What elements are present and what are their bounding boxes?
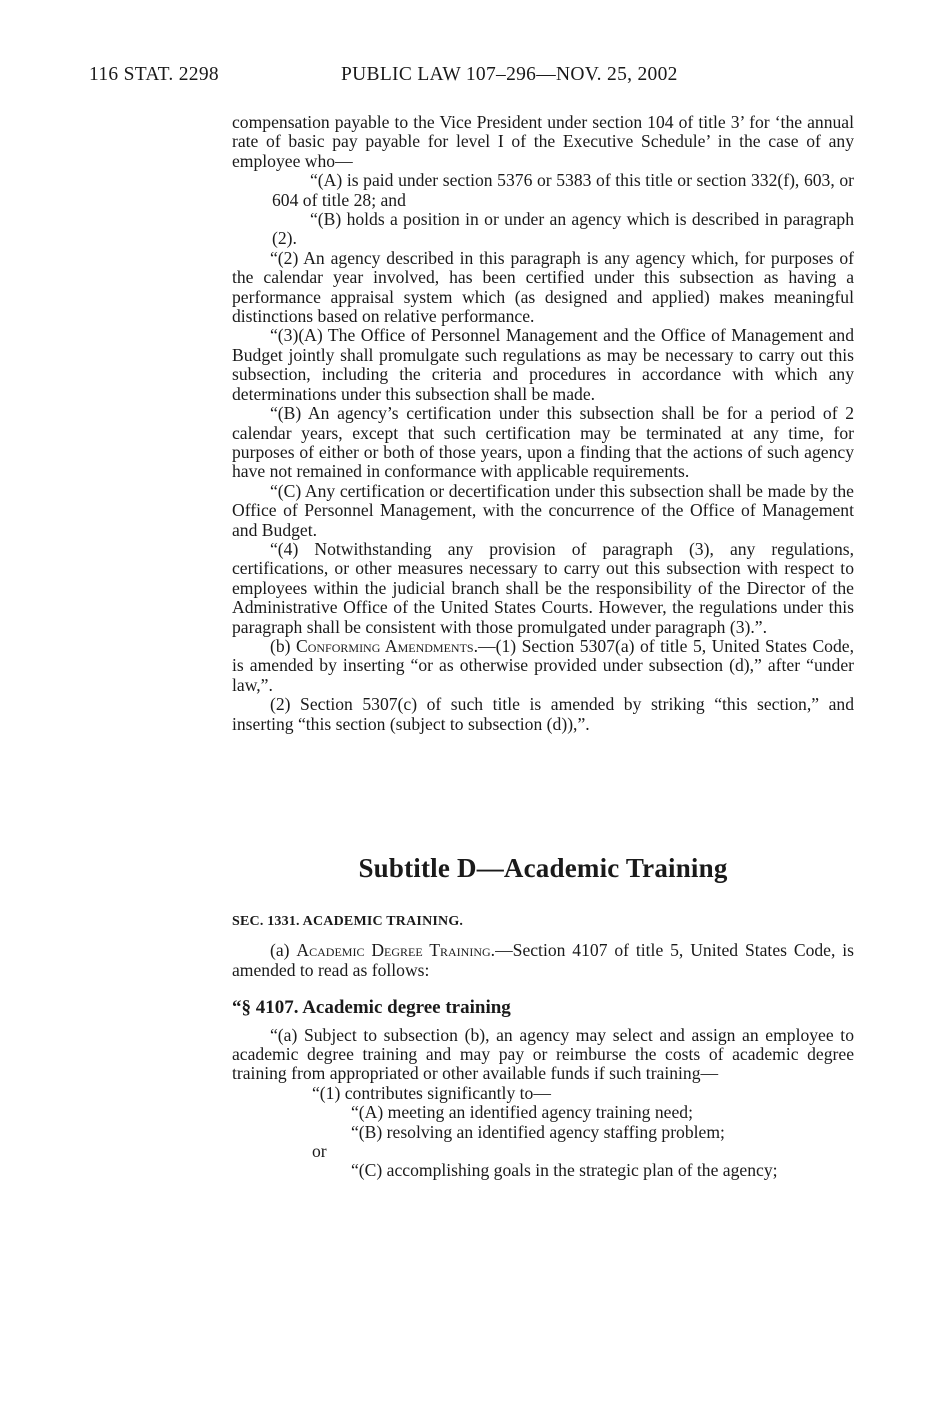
- academic-degree-training: (a) Academic Degree Training.—Section 4107 of title 5, United States Code, is amended to read as follows:: [232, 940, 854, 980]
- paragraph: “(B) holds a position in or under an agency which is described in paragraph (2).: [272, 209, 854, 249]
- conforming-heading: Conforming Amendments.: [295, 635, 478, 656]
- section-text: [232, 912, 854, 1181]
- page-header: [89, 64, 904, 90]
- list-item-continuation: or: [312, 1141, 327, 1162]
- paragraph: “(a) Subject to subsection (b), an agency may select and assign an employee to academic degree training and may pay or reimburse the costs of academic degree training from appropriated or other available funds if such training—: [232, 1024, 854, 1084]
- paragraph: (2) Section 5307(c) of such title is amended by striking “this section,” and inserting “this section (subject to subsection (d)),”.: [232, 694, 854, 734]
- paragraph: “(4) Notwithstanding any provision of paragraph (3), any regulations, certifications, or other measures necessary to carry out this subsection with respect to employees within the judicial branch shall be the responsibility of the Director of the Administrative Office of the United States Courts. However, the regulations under this paragraph shall be consistent with those promulgated under paragraph (3).”.: [232, 538, 854, 637]
- paragraph: “(C) Any certification or decertification under this subsection shall be made by the Office of Personnel Management, with the concurrence of the Office of Management and Budget.: [232, 480, 854, 540]
- list-item: “(B) resolving an identified agency staffing problem;: [351, 1121, 725, 1142]
- list-item: “(1) contributes significantly to—: [312, 1082, 551, 1103]
- a-heading: Academic Degree Training.: [296, 940, 496, 961]
- paragraph: compensation payable to the Vice President under section 104 of title 3’ for ‘the annual rate of basic pay payable for level I of the Executive Schedule’ in the case of any employee who—: [232, 112, 854, 171]
- section-title: “§ 4107. Academic degree training: [232, 997, 511, 1019]
- law-citation: PUBLIC LAW 107–296—NOV. 25, 2002: [341, 64, 678, 85]
- stat-citation: 116 STAT. 2298: [89, 64, 219, 85]
- paragraph: “(3)(A) The Office of Personnel Management and the Office of Management and Budget jointly shall promulgate such regulations as may be necessary to carry out this subsection, including the criteria and procedures in accordance with which any determinations under this subsection shall be made.: [232, 325, 854, 404]
- subtitle-heading: Subtitle D—Academic Training: [358, 853, 728, 883]
- paragraph: “(2) An agency described in this paragraph is any agency which, for purposes of the calendar year involved, has been certified under this subsection as having a performance appraisal system which (as designed and applied) makes meaningful distinctions based on relative performance.: [232, 247, 854, 327]
- paragraph: “(A) is paid under section 5376 or 5383 of this title or section 332(f), 603, or 604 of title 28; and: [272, 170, 854, 210]
- statute-text: [232, 113, 854, 734]
- section-heading: SEC. 1331. ACADEMIC TRAINING.: [232, 914, 464, 929]
- list-item: “(C) accomplishing goals in the strategic plan of the agency;: [351, 1160, 778, 1181]
- conforming-amendments: (b) Conforming Amendments.—(1) Section 5307(a) of title 5, United States Code, is amended by inserting “or as otherwise provided under subsection (d),” after “under law,”.: [232, 635, 854, 695]
- list-item: “(A) meeting an identified agency training need;: [351, 1102, 693, 1123]
- paragraph: “(B) An agency’s certification under this subsection shall be for a period of 2 calendar years, except that such certification may be terminated at any time, for purposes of either or both of those years, upon a finding that the actions of such agency have not remained in conformance with applicable requirements.: [232, 403, 854, 482]
